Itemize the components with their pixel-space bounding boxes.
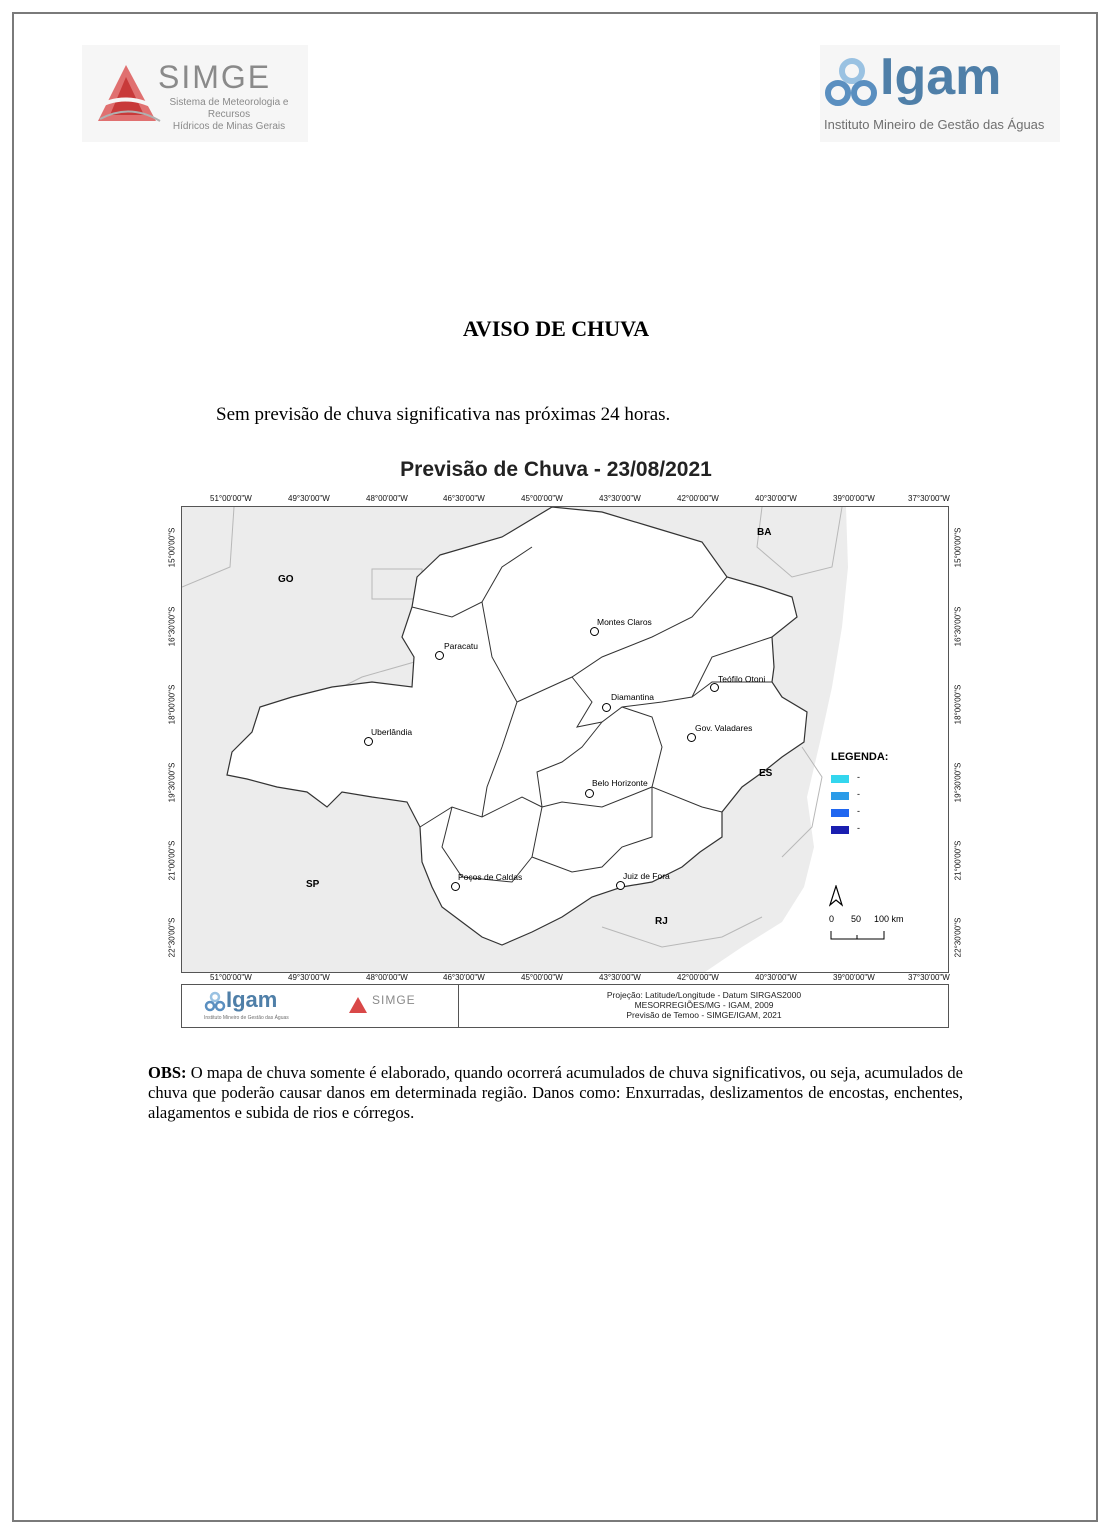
simge-logo	[82, 45, 308, 142]
simge-subtitle	[154, 97, 304, 133]
city-marker	[585, 789, 594, 798]
city-label: Diamantina	[611, 692, 654, 702]
obs-label: OBS:	[148, 1063, 187, 1082]
footer-logos	[182, 985, 459, 1027]
scale-ruler	[830, 929, 886, 941]
city-label: Poços de Caldas	[458, 872, 523, 882]
lat-label: 15°00'00"S	[167, 527, 177, 568]
obs-text: O mapa de chuva somente é elaborado, quando ocorrerá acumulados de chuva significativos, ou seja, acumulados de chuva que poderão causar danos em determinada região. Danos como: Enxurradas, deslizamentos de encostas, enchentes, alagamentos e subida de rios e córregos.	[148, 1063, 963, 1122]
city-label: Belo Horizonte	[592, 778, 648, 788]
lat-label: 19°30'00"S	[167, 762, 177, 803]
lon-label: 42°00'00"W	[677, 973, 719, 982]
city-marker	[616, 881, 625, 890]
lon-label: 42°00'00"W	[677, 494, 719, 503]
page-title: AVISO DE CHUVA	[462, 316, 650, 341]
legend-swatch	[831, 809, 849, 817]
lat-label: 18°00'00"S	[167, 684, 177, 725]
footer-igam-wordmark: Igam	[226, 987, 278, 1012]
obs-paragraph	[148, 1063, 963, 1123]
state-label-rj: RJ	[655, 916, 668, 927]
legend-box	[827, 747, 911, 842]
city-label: Gov. Valadares	[695, 723, 753, 733]
lat-label: 19°30'00"S	[953, 762, 963, 803]
lon-label: 48°00'00"W	[366, 973, 408, 982]
lon-label: 39°00'00"W	[833, 973, 875, 982]
lon-label: 37°30'00"W	[908, 494, 950, 503]
city-marker	[364, 737, 373, 746]
scale-label: 0	[829, 914, 835, 924]
credit-line: Projeção: Latitude/Longitude - Datum SIRGAS2000	[606, 990, 802, 1000]
lon-label: 49°30'00"W	[288, 973, 330, 982]
city-label: Montes Claros	[597, 617, 652, 627]
lon-label: 43°30'00"W	[599, 494, 641, 503]
state-label-sp: SP	[306, 879, 320, 890]
lat-label: 16°30'00"S	[167, 606, 177, 647]
lon-label: 45°00'00"W	[521, 494, 563, 503]
lon-label: 43°30'00"W	[599, 973, 641, 982]
igam-subtitle: Instituto Mineiro de Gestão das Águas	[824, 117, 1045, 132]
state-label-ba: BA	[757, 527, 772, 538]
credit-line: Previsão de Temoo - SIMGE/IGAM, 2021	[626, 1010, 782, 1020]
lat-label: 18°00'00"S	[953, 684, 963, 725]
city-marker	[602, 703, 611, 712]
lon-label: 40°30'00"W	[755, 494, 797, 503]
city-label: Teófilo Otoni	[718, 674, 766, 684]
lon-label: 51°00'00"W	[210, 494, 252, 503]
city-marker	[687, 733, 696, 742]
legend-label: -	[857, 789, 860, 799]
simge-triangle-icon	[347, 995, 369, 1015]
lon-label: 46°30'00"W	[443, 973, 485, 982]
igam-logo	[820, 45, 1060, 142]
city-label: Uberlândia	[371, 727, 413, 737]
legend-label: -	[857, 772, 860, 782]
state-label-es: ES	[759, 768, 773, 779]
legend-label: -	[857, 823, 860, 833]
intro-text: Sem previsão de chuva significativa nas próximas 24 horas.	[216, 404, 671, 425]
simge-wordmark: SIMGE	[158, 59, 272, 95]
igam-drops-icon	[822, 53, 882, 113]
city-label: Paracatu	[444, 641, 479, 651]
state-label-go: GO	[278, 574, 294, 585]
legend-swatch	[831, 775, 849, 783]
lon-label: 51°00'00"W	[210, 973, 252, 982]
lon-label: 40°30'00"W	[755, 973, 797, 982]
lon-label: 48°00'00"W	[366, 494, 408, 503]
rain-forecast-map	[181, 506, 949, 973]
igam-wordmark: Igam	[880, 48, 1002, 106]
lon-label: 39°00'00"W	[833, 494, 875, 503]
credit-line: MESORREGIÕES/MG - IGAM, 2009	[634, 1000, 774, 1010]
city-marker	[710, 683, 719, 692]
legend-title: LEGENDA:	[831, 751, 889, 763]
scale-label: 100 km	[874, 914, 904, 924]
legend-label: -	[857, 806, 860, 816]
scale-label: 50	[851, 914, 862, 924]
simge-subtitle-line2: Hídricos de Minas Gerais	[172, 121, 286, 132]
lon-label: 49°30'00"W	[288, 494, 330, 503]
footer-simge-wordmark: SIMGE	[372, 993, 416, 1007]
igam-drops-icon	[204, 991, 226, 1013]
city-marker	[451, 882, 460, 891]
simge-subtitle-line1: Sistema de Meteorologia e Recursos	[169, 97, 289, 120]
footer-igam-subtitle: Instituto Mineiro de Gestão das Águas	[204, 1015, 289, 1021]
city-marker	[590, 627, 599, 636]
map-title: Previsão de Chuva - 23/08/2021	[400, 458, 712, 481]
legend-swatch	[831, 826, 849, 834]
lat-label: 15°00'00"S	[953, 527, 963, 568]
lat-label: 22°30'00"S	[167, 917, 177, 958]
lon-label: 45°00'00"W	[521, 973, 563, 982]
map-footer	[181, 984, 949, 1028]
lat-label: 22°30'00"S	[953, 917, 963, 958]
legend-swatch	[831, 792, 849, 800]
city-label: Juiz de Fora	[623, 871, 670, 881]
north-arrow-icon	[829, 885, 843, 907]
lat-label: 16°30'00"S	[953, 606, 963, 647]
lat-label: 21°00'00"S	[167, 840, 177, 881]
lon-label: 37°30'00"W	[908, 973, 950, 982]
footer-credits	[464, 990, 944, 1020]
city-marker	[435, 651, 444, 660]
lon-label: 46°30'00"W	[443, 494, 485, 503]
lat-label: 21°00'00"S	[953, 840, 963, 881]
